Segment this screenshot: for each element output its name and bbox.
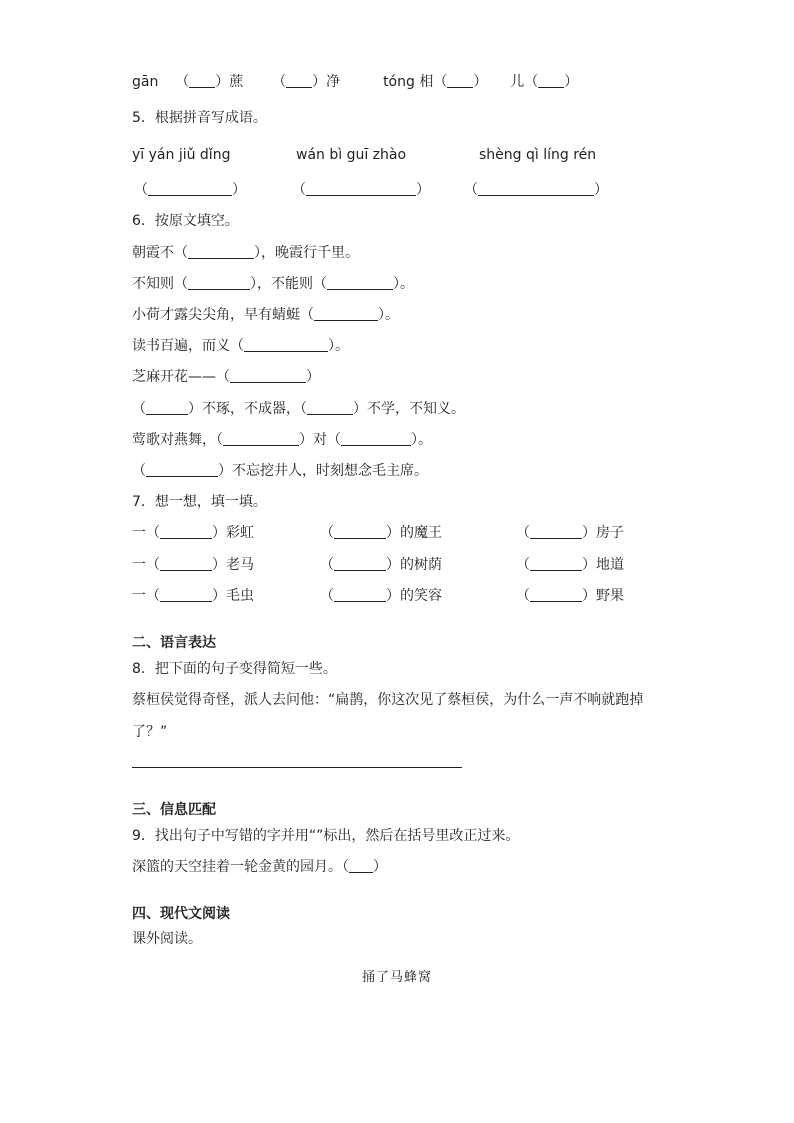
q5-pinyin-3: shèng qì líng rén bbox=[479, 147, 597, 163]
blank[interactable] bbox=[530, 524, 582, 539]
q8-text-1: 蔡桓侯觉得奇怪，派人去问他：“扁鹊，你这次见了蔡桓侯，为什么一声不响就跑掉 bbox=[132, 692, 644, 708]
blank[interactable] bbox=[334, 587, 386, 602]
char-xiang: 相 bbox=[419, 74, 434, 90]
blank[interactable] bbox=[447, 73, 473, 88]
q6-line-5: 芝麻开花——（ ） bbox=[132, 369, 320, 385]
q6-line-3: 小荷才露尖尖角，早有蜻蜓（ ）。 bbox=[132, 307, 399, 323]
q9-title: 9．找出句子中写错的字并用“”标出，然后在括号里改正过来。 bbox=[132, 828, 520, 844]
blank[interactable] bbox=[148, 181, 232, 196]
blank[interactable] bbox=[478, 181, 594, 196]
blank[interactable] bbox=[188, 275, 250, 290]
blank[interactable] bbox=[244, 337, 328, 352]
q4-line: gān （ ）蔗 （ ）净 tóng 相（ ） 儿（ ） bbox=[132, 74, 579, 90]
blank[interactable] bbox=[530, 556, 582, 571]
q9-text: 深篮的天空挂着一轮金黄的园月。（ ） bbox=[132, 859, 387, 875]
q7-row3-col3: （ ）野果 bbox=[516, 588, 624, 604]
blank[interactable] bbox=[230, 368, 306, 383]
q8-text-2: 了？” bbox=[132, 724, 168, 740]
blank[interactable] bbox=[160, 587, 212, 602]
blank[interactable] bbox=[306, 181, 416, 196]
q7-row1-col3: （ ）房子 bbox=[516, 525, 624, 541]
q8-answer-line[interactable] bbox=[132, 767, 462, 768]
blank[interactable] bbox=[188, 244, 254, 259]
q6-line-4: 读书百遍，而义（ ）。 bbox=[132, 338, 349, 354]
q6-line-8: （ ）不忘挖井人，时刻想念毛主席。 bbox=[132, 463, 428, 479]
q7-row3-col1: 一（ ）毛虫 bbox=[132, 588, 254, 604]
blank[interactable] bbox=[530, 587, 582, 602]
q7-row1-col2: （ ）的魔王 bbox=[320, 525, 442, 541]
q6-line-1: 朝霞不（ ），晚霞行千里。 bbox=[132, 245, 359, 261]
blank[interactable] bbox=[349, 858, 373, 873]
blank[interactable] bbox=[334, 556, 386, 571]
blank[interactable] bbox=[314, 306, 378, 321]
pinyin-gan: gān bbox=[132, 74, 159, 90]
q7-title: 7．想一想，填一填。 bbox=[132, 494, 267, 510]
blank[interactable] bbox=[146, 400, 188, 415]
q5-answer-2: （ ） bbox=[292, 182, 430, 198]
section-4-heading: 四、现代文阅读 bbox=[132, 906, 230, 922]
blank[interactable] bbox=[341, 431, 411, 446]
article-title: 捅了马蜂窝 bbox=[361, 970, 432, 985]
q7-row2-col1: 一（ ）老马 bbox=[132, 557, 254, 573]
blank[interactable] bbox=[307, 400, 353, 415]
blank[interactable] bbox=[160, 524, 212, 539]
section-3-heading: 三、信息匹配 bbox=[132, 802, 216, 818]
reading-intro: 课外阅读。 bbox=[132, 931, 202, 947]
q5-pinyin-2: wán bì guī zhào bbox=[296, 147, 407, 163]
q5-title: 5．根据拼音写成语。 bbox=[132, 110, 267, 126]
blank[interactable] bbox=[223, 431, 299, 446]
q8-title: 8．把下面的句子变得简短一些。 bbox=[132, 661, 337, 677]
pinyin-tong: tóng bbox=[383, 74, 415, 90]
q6-line-7: 莺歌对燕舞，（ ）对（ ）。 bbox=[132, 432, 432, 448]
q7-row2-col2: （ ）的树荫 bbox=[320, 557, 442, 573]
blank[interactable] bbox=[189, 73, 215, 88]
q7-row3-col2: （ ）的笑容 bbox=[320, 588, 442, 604]
q5-answer-3: （ ） bbox=[464, 182, 608, 198]
section-2-heading: 二、语言表达 bbox=[132, 635, 216, 651]
blank[interactable] bbox=[286, 73, 312, 88]
char-jing: 净 bbox=[326, 74, 341, 90]
blank[interactable] bbox=[327, 275, 393, 290]
q5-answer-1: （ ） bbox=[134, 182, 246, 198]
q6-title: 6．按原文填空。 bbox=[132, 213, 239, 229]
q7-row2-col3: （ ）地道 bbox=[516, 557, 624, 573]
blank[interactable] bbox=[160, 556, 212, 571]
char-er: 儿 bbox=[510, 74, 525, 90]
char-zhe: 蔗 bbox=[229, 74, 244, 90]
q6-line-6: （ ）不琢，不成器，（ ）不学，不知义。 bbox=[132, 401, 465, 417]
q6-line-2: 不知则（ ），不能则（ ）。 bbox=[132, 276, 414, 292]
q7-row1-col1: 一（ ）彩虹 bbox=[132, 525, 254, 541]
q5-pinyin-1: yī yán jiǔ dǐng bbox=[132, 147, 231, 163]
blank[interactable] bbox=[538, 73, 564, 88]
blank[interactable] bbox=[334, 524, 386, 539]
blank[interactable] bbox=[146, 462, 218, 477]
